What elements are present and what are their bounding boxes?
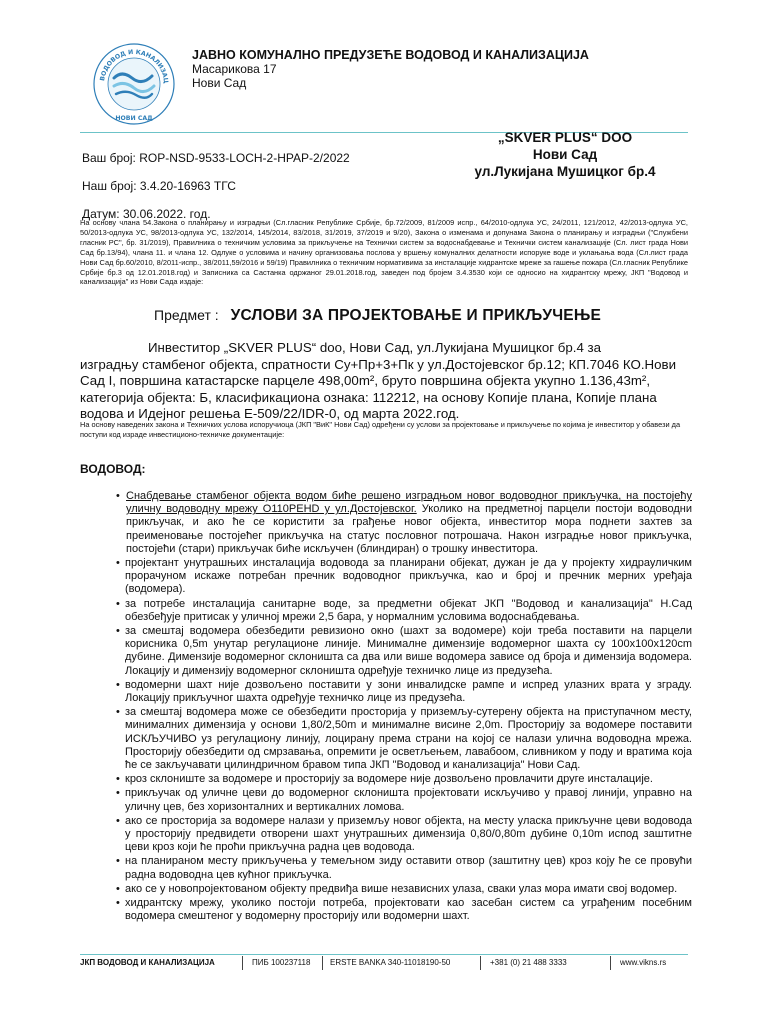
list-item <box>80 787 692 813</box>
investor-line: категорија објекта: Б, класификациона ознака: 112212, на основу Копије плана, Копије плана <box>80 389 657 405</box>
subject-label: Предмет : <box>154 307 219 323</box>
list-item-text: ако се у новопројектованом објекту предвиђа више независних улаза, сваки улаз мора имати свој водомер. <box>125 882 678 895</box>
footer-separator <box>322 956 323 970</box>
list-item-text: ако се просторија за водомере налази у приземљу новог објекта, на месту уласка прикључне цеви водовода у просторију предвидети отворени шахт унутрашњих димензија 0,80/0,80m дубине 0,10m испод заштитне цеви кроз који ће проћи прикључна радна цев водовода. <box>125 814 692 854</box>
bullet-icon: • <box>116 625 120 638</box>
list-item <box>80 490 692 556</box>
list-item-text: за потребе инсталација санитарне воде, за предметни објекат ЈКП "Водовод и канализација" Н.Сад обезбеђује притисак у уличној мрежи 2,5 бара, у нормалним условима водоснабдевања. <box>125 597 692 623</box>
company-city: Нови Сад <box>192 76 247 90</box>
company-logo <box>92 42 176 126</box>
recipient-block <box>440 129 690 180</box>
list-item-underlined: Снабдевање стамбеног објекта водом биће решено изградњом новог водоводног прикључка, на постојећу уличну водоводну мрежу O110PEHD у ул.Достојевског. <box>126 490 692 516</box>
recipient-address: ул.Лукијана Мушицког бр.4 <box>474 164 656 179</box>
company-header <box>192 48 589 90</box>
conditions-note: На основу наведених закона и Техничких услова испоручиоца (ЈКП "ВиК" Нови Сад) одређени су услови за пројектовање и прикључење по којима је инвеститор у обавези да поступи код израде инвестиционо-техничке документације: <box>80 420 681 439</box>
bullet-icon: • <box>116 882 120 895</box>
list-item <box>80 815 692 855</box>
water-conditions-list <box>80 490 692 925</box>
list-item <box>80 706 692 772</box>
footer-bank: ERSTE BANKA 340-11018190-50 <box>330 958 451 967</box>
svg-text:ЈКП ВОДОВОД И КАНАЛИЗАЦИЈА: ВОДОВОД И КАНАЛИЗАЦ <box>99 48 170 84</box>
footer-website: www.vikns.rs <box>620 958 667 967</box>
investor-line: изградњу стамбеног објекта, спратности Су+Пр+3+Пк у ул.Достојевског бр.12; КП.7046 КО.Нови <box>80 356 677 372</box>
bullet-icon: • <box>116 773 120 786</box>
bullet-icon: • <box>116 557 120 570</box>
investor-line: Сад I, површина катастарске парцеле 498,00m², бруто површина објекта укупно 1.136,43m², <box>80 373 651 389</box>
list-item <box>80 557 692 597</box>
bullet-icon: • <box>116 787 120 800</box>
list-item <box>80 897 692 923</box>
recipient-city: Нови Сад <box>532 147 598 162</box>
bullet-icon: • <box>116 855 120 868</box>
company-street: Масарикова 17 <box>192 62 277 76</box>
section-title-water: ВОДОВОД: <box>80 462 146 476</box>
list-item <box>80 598 692 624</box>
footer-separator <box>242 956 243 970</box>
list-item <box>80 773 692 786</box>
investor-paragraph <box>80 340 688 423</box>
document-date: Датум: 30.06.2022. год. <box>82 207 211 221</box>
list-item-text: хидрантску мрежу, уколико постоји потреба, пројектовати као засебан систем са уграђеним посебним водомера смештеног у водомерну просторију или водомерни шахт. <box>125 897 692 923</box>
bullet-icon: • <box>116 897 120 910</box>
list-item-text: Уколико на предметној парцели постоји водоводни прикључак, и ако ће се користити за грађење новог објекта, инвеститор мора поднети захтев за преименовање постојећег прикључка на статус пословног потрошача. Након изградње новог прикључка, постојећи (стари) прикључак биће искључен (блиндиран) о трошку инвеститора. <box>126 503 692 555</box>
recipient-name: „SKVER PLUS“ DOO <box>497 130 633 145</box>
bullet-icon: • <box>116 706 120 719</box>
subject-title: УСЛОВИ ЗА ПРОЈЕКТОВАЊЕ И ПРИКЉУЧЕЊЕ <box>230 307 602 324</box>
your-reference: Ваш број: ROP-NSD-9533-LOCH-2-HPAP-2/2022 <box>82 151 350 165</box>
list-item-text: водомерни шахт није дозвољено поставити у зони инвалидске рампе и испред улазних врата у зграду. Локацију прикључног шахта одређује техничко лице из предузећа. <box>125 678 692 705</box>
bullet-icon: • <box>116 597 120 610</box>
list-item-text: пројектант унутрашњих инсталација водовода за планирани објекат, дужан је да у пројекту хидрауличким прорачуном искаже потребан пречник водоводног прикључка, као и број и пречник мерних уређаја (водомера). <box>125 557 692 596</box>
bullet-icon: • <box>116 490 120 502</box>
footer-separator <box>610 956 611 970</box>
list-item <box>80 679 692 705</box>
subject-line <box>154 307 601 325</box>
our-reference: Наш број: 3.4.20-16963 ТГС <box>82 179 236 193</box>
list-item-text: за смештај водомера обезбедити ревизионо окно (шахт за водомере) који треба поставити на парцели корисника 0,5m унутар регулационе линије. Минималне димензије водомерног шахта су 100x100x120cm дубине. Димензије водомерног склоништа са два или више водомера зависе од броја и димензија водомера. Локацију и димензију водомерног склоништа одређује техничко лице из предузећа. <box>125 625 692 677</box>
page-footer <box>80 958 688 970</box>
footer-pib: ПИБ 100237118 <box>252 958 311 967</box>
legal-preamble: На основу члана 54.Закона о планирању и изградњи (Сл.гласник Републике Србије, бр.72/2009, 81/2009 испр., 64/2010-одлука УС, 24/2011, 121/2012, 42/2013-одлука УС, 50/2013-одлука УС, 98/2013-одлука УС, 132/2014, 145/2014, 83/2018, 31/2019, 37/2019 и 9/20), Закона о изменама и допунама Закона о планирању и изградњи ("Службени гласник РС", бр. 31/2019), Правилника о техничким условима за прикључење на Технички систем за водоснабдевање и Технички систем канализације (Сл. лист града Нови Сад бр.13/94), члана 11. и члана 12. Одлуке о условима и начину организовања послова у вршењу комуналних делатности испоруке воде и уклањања вода (Сл.лист града Нови Сад бр.60/2010, 8/2011-испр., 38/2011,59/2016 и 59/19) Правилника о техничким нормативима за инсталације хидрантске мреже за гашење пожара (Сл.гласник Републике Србије бр.3 од 12.01.2018.год) и Записника са Састанка одржаног 29.01.2018.год, заведен под бројем 3.4.3530 који се односио на хидрантску мрежу, ЈКП "Водовод и канализација" из Нови Сада издаје: <box>80 218 688 287</box>
list-item-text: прикључак од уличне цеви до водомерног склоништа пројектовати искључиво у правој линији, управно на уличну цев, без хоризонталних и вертикалних ломова. <box>125 787 692 813</box>
company-name: ЈАВНО КОМУНАЛНО ПРЕДУЗЕЋЕ ВОДОВОД И КАНАЛИЗАЦИЈА <box>192 48 589 62</box>
footer-divider <box>80 954 688 955</box>
investor-line: водова и Идејног решења Е-509/22/IDR-0, од марта 2022.год. <box>80 406 460 422</box>
bullet-icon: • <box>116 814 120 827</box>
footer-company: ЈКП ВОДОВОД И КАНАЛИЗАЦИЈА <box>80 958 215 967</box>
list-item-text: на планираном месту прикључења у темељном зиду оставити отвор (заштитну цев) кроз коју ће се провући радна водоводна цев кућног прикључка. <box>125 855 692 881</box>
footer-separator <box>480 956 481 970</box>
svg-text:НОВИ САД: НОВИ САД <box>115 115 153 122</box>
footer-phone: +381 (0) 21 488 3333 <box>490 958 567 967</box>
list-item <box>80 883 692 896</box>
investor-line: Инвеститор „SKVER PLUS“ doo, Нови Сад, ул.Лукијана Мушицког бр.4 за <box>148 340 602 355</box>
list-item <box>80 855 692 881</box>
list-item-text: кроз склониште за водомере и просторију за водомере није дозвољено провлачити друге инсталације. <box>125 773 653 786</box>
list-item-text: за смештај водомера може се обезбедити просторија у приземљу-сутерену објекта на приступачном месту, минималних димензија у основи 1,80/2,50m и минималне висине 2,0m. Просторију за водомере поставити ИСКЉУЧИВО уз регулациону линију, лоцирану према страни на којој се налази улична водоводна мрежа. Просторију обезбедити од смрзавања, опремити је осветљењем, лавабоом, сливником у поду и вратима која ће се закључавати цилиндричном бравом типа ЈКП "Водовод и канализација" Нови Сад. <box>125 706 692 772</box>
list-item <box>80 625 692 678</box>
bullet-icon: • <box>116 678 120 691</box>
